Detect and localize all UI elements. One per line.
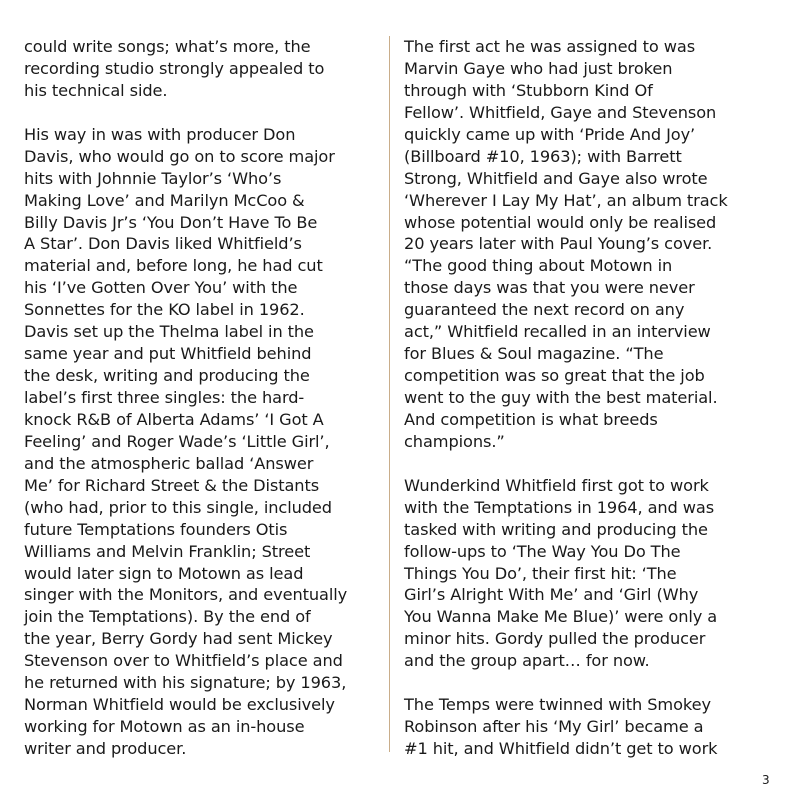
text-line: (who had, prior to this single, included: [24, 497, 332, 517]
paragraph: [404, 36, 766, 453]
page-number: 3: [762, 773, 770, 787]
text-line: guaranteed the next record on any: [404, 300, 685, 320]
text-line: could write songs; what’s more, the: [24, 37, 311, 56]
text-line: join the Temptations). By the end of: [24, 607, 311, 627]
text-line: he returned with his signature; by 1963,: [24, 673, 347, 693]
text-line: #1 hit, and Whitfield didn’t get to work: [404, 739, 718, 758]
text-line: hits with Johnnie Taylor’s ‘Who’s: [24, 168, 282, 188]
text-line: would later sign to Motown as lead: [24, 563, 304, 583]
text-line: singer with the Monitors, and eventually: [24, 585, 348, 605]
text-line: Davis set up the Thelma label in the: [24, 322, 314, 342]
text-line: Billy Davis Jr’s ‘You Don’t Have To Be: [24, 212, 318, 232]
text-line: and the atmospheric ballad ‘Answer: [24, 453, 314, 473]
paragraph-gap: [404, 453, 766, 475]
text-line: Strong, Whitfield and Gaye also wrote: [404, 168, 708, 188]
text-line: Robinson after his ‘My Girl’ became a: [404, 717, 704, 737]
text-line: Making Love’ and Marilyn McCoo &: [24, 190, 305, 210]
text-line: his technical side.: [24, 80, 168, 100]
text-line: competition was so great that the job: [404, 366, 705, 386]
text-line: Marvin Gaye who had just broken: [404, 58, 673, 78]
right-text-column: [404, 36, 766, 760]
text-line: (Billboard #10, 1963); with Barrett: [404, 146, 682, 166]
text-line: Williams and Melvin Franklin; Street: [24, 541, 311, 561]
text-line: Fellow’. Whitfield, Gaye and Stevenson: [404, 102, 717, 122]
text-line: champions.”: [404, 431, 505, 451]
paragraph: [24, 124, 386, 760]
paragraph-gap: [24, 102, 386, 124]
text-line: Sonnettes for the KO label in 1962.: [24, 300, 305, 320]
paragraph-gap: [404, 672, 766, 694]
text-line: for Blues & Soul magazine. “The: [404, 344, 664, 364]
text-line: Me’ for Richard Street & the Distants: [24, 475, 320, 495]
text-line: through with ‘Stubborn Kind Of: [404, 80, 653, 100]
text-line: same year and put Whitfield behind: [24, 344, 312, 364]
text-line: Feeling’ and Roger Wade’s ‘Little Girl’,: [24, 431, 330, 451]
text-line: Stevenson over to Whitfield’s place and: [24, 651, 343, 671]
text-line: The first act he was assigned to was: [404, 37, 696, 56]
text-line: “The good thing about Motown in: [404, 256, 673, 276]
text-line: his ‘I’ve Gotten Over You’ with the: [24, 278, 298, 298]
text-line: His way in was with producer Don: [24, 124, 296, 144]
text-line: the desk, writing and producing the: [24, 366, 310, 386]
text-line: went to the guy with the best material.: [404, 388, 718, 407]
column-divider: [389, 36, 390, 752]
paragraph: [24, 36, 386, 102]
text-line: And competition is what breeds: [404, 409, 658, 429]
text-line: with the Temptations in 1964, and was: [404, 497, 715, 517]
text-line: minor hits. Gordy pulled the producer: [404, 629, 706, 649]
text-line: tasked with writing and producing the: [404, 519, 708, 539]
paragraph: [404, 475, 766, 672]
left-text-column: [24, 36, 386, 760]
text-line: 20 years later with Paul Young’s cover.: [404, 234, 713, 254]
text-line: future Temptations founders Otis: [24, 519, 288, 539]
text-line: Girl’s Alright With Me’ and ‘Girl (Why: [404, 585, 699, 605]
text-line: whose potential would only be realised: [404, 212, 717, 232]
text-line: material and, before long, he had cut: [24, 256, 323, 276]
text-line: those days was that you were never: [404, 278, 695, 298]
text-line: quickly came up with ‘Pride And Joy’: [404, 124, 696, 144]
text-line: knock R&B of Alberta Adams’ ‘I Got A: [24, 409, 324, 429]
text-line: The Temps were twinned with Smokey: [404, 695, 711, 715]
text-line: working for Motown as an in-house: [24, 717, 305, 737]
text-line: Norman Whitfield would be exclusively: [24, 695, 335, 715]
text-line: Davis, who would go on to score major: [24, 146, 335, 166]
text-line: follow-ups to ‘The Way You Do The: [404, 541, 681, 561]
text-line: ‘Wherever I Lay My Hat’, an album track: [404, 190, 728, 210]
text-line: label’s first three singles: the hard-: [24, 388, 305, 407]
text-line: recording studio strongly appealed to: [24, 58, 325, 78]
text-line: the year, Berry Gordy had sent Mickey: [24, 629, 333, 649]
text-line: You Wanna Make Me Blue)’ were only a: [404, 607, 718, 627]
text-line: and the group apart… for now.: [404, 651, 650, 671]
text-line: writer and producer.: [24, 739, 187, 758]
text-line: Wunderkind Whitfield first got to work: [404, 475, 709, 495]
text-line: A Star’. Don Davis liked Whitfield’s: [24, 234, 302, 254]
text-line: act,” Whitfield recalled in an interview: [404, 322, 711, 342]
paragraph: [404, 694, 766, 760]
text-line: Things You Do’, their first hit: ‘The: [404, 563, 677, 583]
